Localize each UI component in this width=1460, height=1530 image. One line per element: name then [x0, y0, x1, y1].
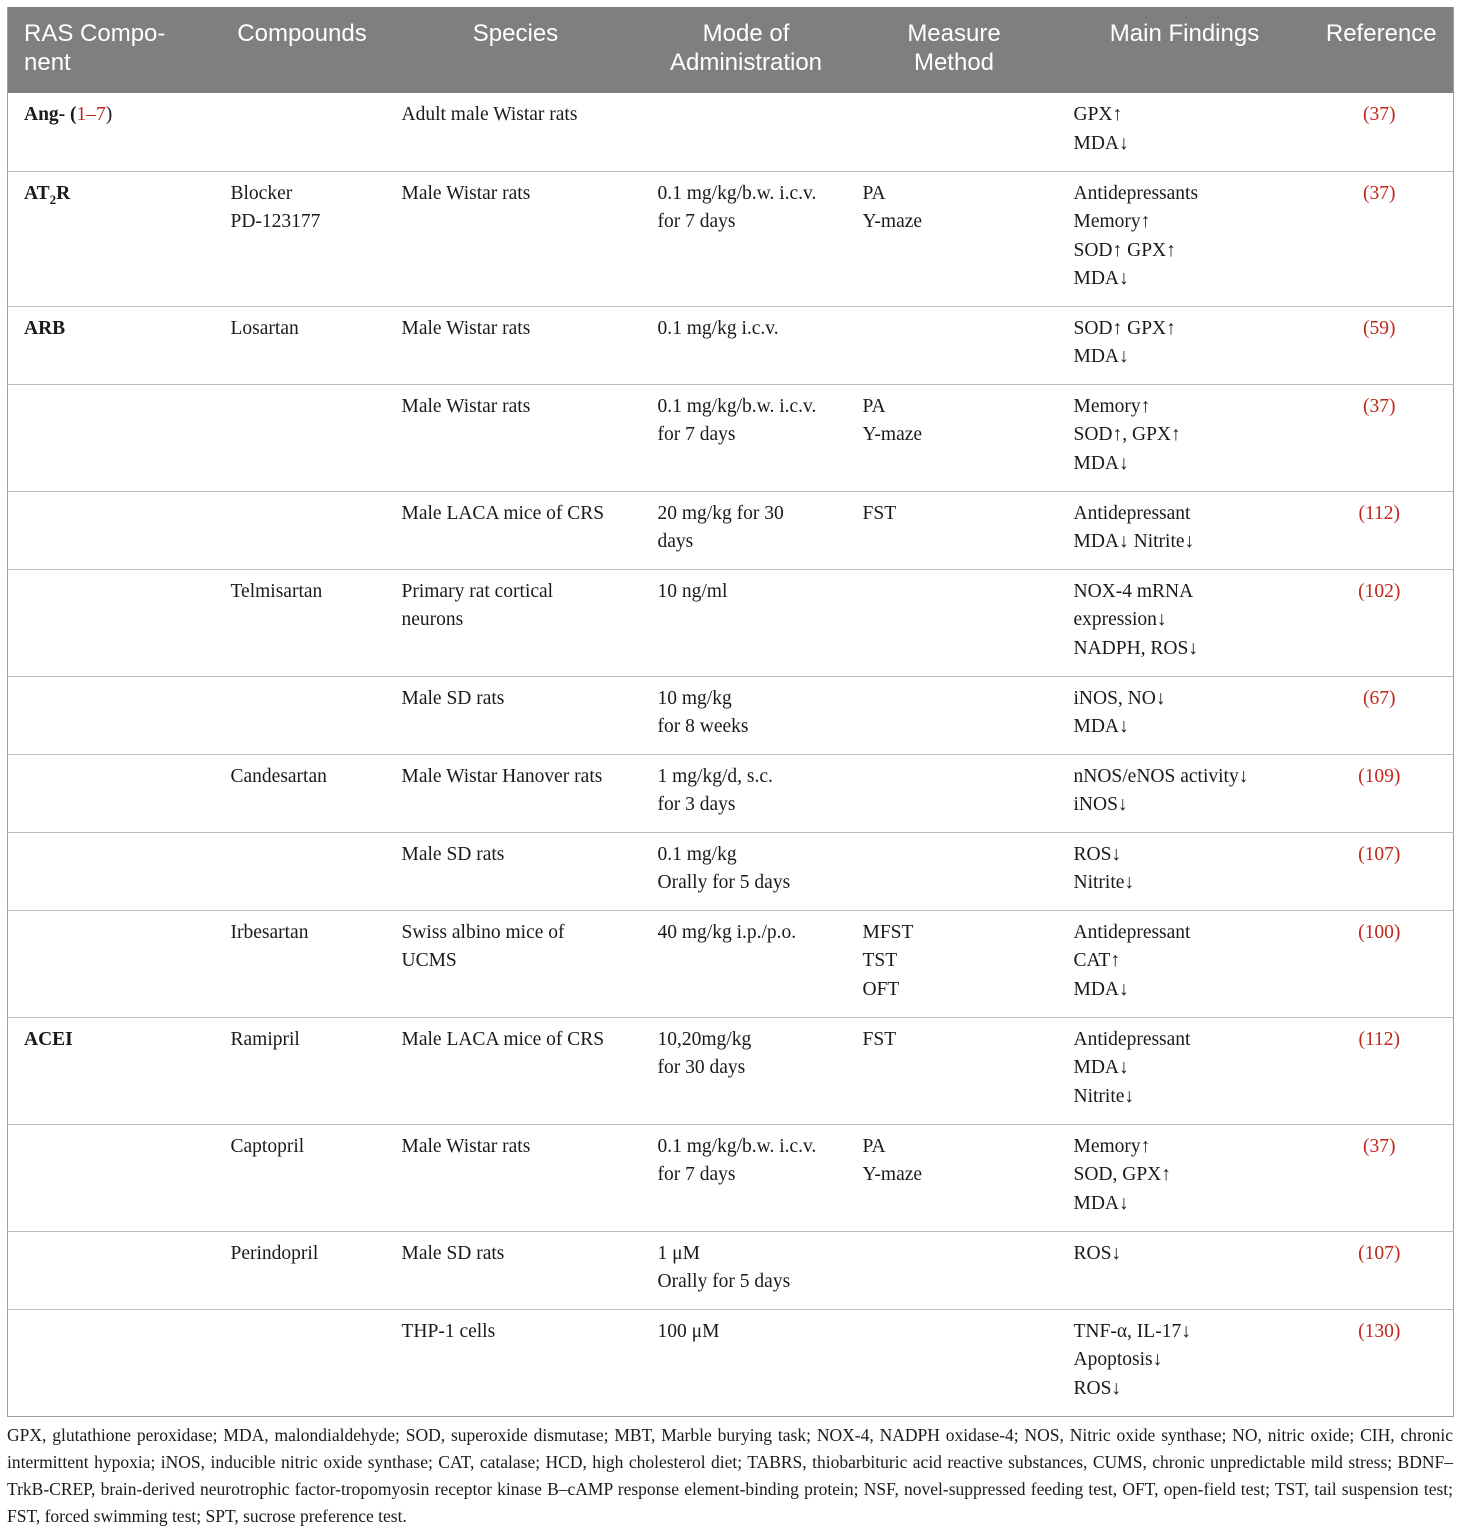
- header-ras-component-l1: RAS Compo-: [24, 20, 166, 47]
- cell-findings-line: Antidepressant: [1073, 921, 1191, 943]
- cell-ras-component: [8, 832, 217, 910]
- cell-ras-component: [8, 491, 217, 569]
- reference-link[interactable]: 67: [1369, 687, 1389, 709]
- cell-measure-line: Y-maze: [862, 1164, 923, 1185]
- cell-mode-line: days: [657, 531, 694, 552]
- cell-species: [388, 754, 644, 832]
- cell-measure: [849, 1017, 1060, 1124]
- header-ras-component-l2: nent: [24, 49, 71, 76]
- reference-link[interactable]: 59: [1369, 317, 1389, 339]
- cell-measure: [849, 384, 1060, 491]
- cell-ras-component-at2r: $AT_2R$: [8, 171, 217, 306]
- table-row: [8, 384, 1454, 491]
- cell-findings: [1060, 171, 1310, 306]
- reference-link[interactable]: 130: [1364, 1320, 1394, 1342]
- cell-mode: [644, 491, 849, 569]
- table-row: [8, 306, 1454, 384]
- cell-measure-line: PA: [862, 182, 886, 204]
- cell-findings-line: SOD↑, GPX↑: [1073, 424, 1181, 445]
- cell-species: [388, 1309, 644, 1416]
- cell-measure-line: Y-maze: [862, 424, 923, 445]
- cell-mode: [644, 832, 849, 910]
- cell-mode: [644, 1017, 849, 1124]
- cell-mode-line: for 30 days: [657, 1057, 746, 1078]
- cell-findings-line: MDA↓: [1073, 346, 1129, 367]
- cell-measure: [849, 832, 1060, 910]
- cell-findings: [1060, 1124, 1310, 1231]
- cell-compound: [217, 306, 388, 384]
- cell-findings-line: Antidepressant: [1073, 502, 1191, 524]
- cell-compound-line: Ramipril: [230, 1028, 300, 1050]
- cell-findings-line: Nitrite↓: [1073, 872, 1135, 893]
- table-row: [8, 910, 1454, 1017]
- cell-species-line: Male LACA mice of CRS: [401, 502, 605, 524]
- cell-measure-line: Y-maze: [862, 211, 923, 232]
- cell-findings-line: Nitrite↓: [1073, 1085, 1135, 1107]
- cell-measure: [849, 93, 1060, 171]
- cell-mode-line: for 7 days: [657, 1164, 736, 1185]
- component-label: ARB: [24, 317, 66, 339]
- cell-species-line: Male SD rats: [401, 687, 505, 709]
- cell-mode-line: 1 mg/kg/d, s.c.: [657, 765, 773, 787]
- cell-mode-line: 40 mg/kg i.p./p.o.: [657, 921, 797, 943]
- header-compounds: Compounds: [237, 20, 367, 47]
- header-reference: Reference: [1325, 20, 1437, 47]
- cell-findings-line: MDA↓: [1073, 1192, 1129, 1214]
- reference-link[interactable]: 37: [1369, 395, 1389, 417]
- cell-findings-line: ROS↓: [1073, 1242, 1122, 1264]
- cell-mode-line: 100 μM: [657, 1320, 720, 1342]
- table-row: [8, 676, 1454, 754]
- cell-compound: [217, 754, 388, 832]
- cell-mode-line: 0.1 mg/kg/b.w. i.c.v.: [657, 395, 817, 417]
- cell-measure-line: OFT: [862, 978, 900, 1000]
- cell-species: [388, 306, 644, 384]
- cell-compound: [217, 569, 388, 676]
- cell-reference: (130): [1358, 1320, 1401, 1342]
- cell-mode-line: Orally for 5 days: [657, 872, 791, 893]
- cell-ras-component: [8, 1124, 217, 1231]
- cell-species-line: Male SD rats: [401, 843, 505, 865]
- cell-reference: (107): [1310, 1231, 1454, 1309]
- cell-findings: [1060, 491, 1310, 569]
- cell-findings-line: NOX-4 mRNA: [1073, 580, 1194, 602]
- cell-findings-line: ROS↓: [1073, 1377, 1122, 1399]
- cell-ras-component: [8, 384, 217, 491]
- table-row: [8, 832, 1454, 910]
- cell-measure: [849, 306, 1060, 384]
- cell-findings-line: Apoptosis↓: [1073, 1349, 1163, 1370]
- cell-compound-line: Losartan: [230, 317, 299, 339]
- cell-species: [388, 569, 644, 676]
- table-row: [8, 754, 1454, 832]
- cell-mode-line: 0.1 mg/kg: [657, 843, 737, 865]
- component-citation-link[interactable]: 1–7: [76, 104, 106, 125]
- cell-findings-line: ROS↓: [1073, 843, 1122, 865]
- cell-reference: (59): [1310, 306, 1454, 384]
- cell-ras-component: [8, 754, 217, 832]
- header-measure-l1: Measure: [907, 20, 1001, 47]
- reference-link[interactable]: 112: [1364, 1028, 1394, 1050]
- cell-reference: (107): [1310, 832, 1454, 910]
- cell-findings-line: SOD, GPX↑: [1073, 1164, 1172, 1185]
- reference-link[interactable]: 109: [1364, 765, 1394, 787]
- cell-species: [388, 384, 644, 491]
- cell-species-line: THP-1 cells: [401, 1320, 496, 1342]
- header-findings: Main Findings: [1109, 20, 1260, 47]
- cell-findings: [1060, 306, 1310, 384]
- cell-ras-component: [8, 1309, 217, 1416]
- cell-species-line: neurons: [401, 609, 464, 630]
- cell-ras-component: [8, 1231, 217, 1309]
- cell-findings: [1060, 569, 1310, 676]
- cell-mode-line: 10 ng/ml: [657, 580, 728, 602]
- cell-measure: [849, 676, 1060, 754]
- cell-findings-line: NADPH, ROS↓: [1073, 637, 1199, 659]
- cell-findings: [1060, 1017, 1310, 1124]
- header-mode-l1: Mode of: [702, 20, 790, 47]
- cell-findings-line: Antidepressants: [1073, 182, 1199, 204]
- cell-findings-line: Memory↑: [1073, 395, 1151, 417]
- table-header-row: [8, 7, 1454, 93]
- cell-mode: [644, 676, 849, 754]
- reference-link[interactable]: 107: [1364, 843, 1394, 865]
- cell-mode-line: 0.1 mg/kg/b.w. i.c.v.: [657, 1135, 817, 1157]
- cell-ras-component: [8, 1017, 217, 1124]
- cell-mode: [644, 1231, 849, 1309]
- reference-link[interactable]: 37: [1369, 104, 1389, 125]
- cell-mode: [644, 306, 849, 384]
- cell-reference: (112): [1310, 1017, 1454, 1124]
- cell-findings-line: iNOS, NO↓: [1073, 687, 1166, 709]
- table-row: [8, 491, 1454, 569]
- cell-compound: [217, 1124, 388, 1231]
- cell-findings-line: MDA↓: [1073, 132, 1129, 154]
- cell-compound-line: Blocker: [230, 182, 293, 204]
- table-row: [8, 171, 1454, 306]
- cell-findings-line: Antidepressant: [1073, 1028, 1191, 1050]
- cell-findings-line: iNOS↓: [1073, 794, 1128, 815]
- cell-reference: (37): [1310, 384, 1454, 491]
- header-mode-l2: Administration: [669, 49, 823, 76]
- cell-measure-line: PA: [862, 1135, 886, 1157]
- cell-mode: [644, 910, 849, 1017]
- cell-findings: [1060, 910, 1310, 1017]
- cell-measure: [849, 754, 1060, 832]
- cell-reference: (100): [1310, 910, 1454, 1017]
- cell-findings: [1060, 754, 1310, 832]
- cell-reference: (37): [1310, 171, 1454, 306]
- cell-species-line: Male Wistar rats: [401, 395, 531, 417]
- cell-reference: (112): [1310, 491, 1454, 569]
- cell-species-line: UCMS: [401, 950, 457, 971]
- cell-measure-line: FST: [862, 1028, 897, 1050]
- cell-findings-line: CAT↑: [1073, 950, 1121, 971]
- cell-measure: [849, 569, 1060, 676]
- cell-species-line: Male Wistar rats: [401, 1135, 531, 1157]
- cell-findings-line: Memory↑: [1073, 1135, 1151, 1157]
- cell-compound: [217, 171, 388, 306]
- cell-findings-line: SOD↑ GPX↑: [1073, 239, 1176, 261]
- cell-ras-component: [8, 306, 217, 384]
- cell-measure: [849, 491, 1060, 569]
- table-footnote: GPX, glutathione peroxidase; MDA, malondialdehyde; SOD, superoxide dismutase; MBT, Marble burying task; NOX-4, NADPH oxidase-4; NOS, Nitric oxide synthase; NO, nitric oxide; CIH, chronic intermittent hypoxia; iNOS, inducible nitric oxide synthase; CAT, catalase; HCD, high cholesterol diet; TABRS, thiobarbituric acid reactive substances, CUMS, chronic unpredictable mild stress; BDNF–TrkB-CREP, brain-derived neurotrophic factor-tropomyosin receptor kinase B–cAMP response element-binding protein; NSF, novel-suppressed feeding test, OFT, open-field test; TST, tail suspension test; FST, forced swimming test; SPT, sucrose preference test.: [7, 1425, 1453, 1526]
- cell-compound: [217, 1231, 388, 1309]
- cell-species-line: Male Wistar rats: [401, 317, 531, 339]
- cell-compound: [217, 1017, 388, 1124]
- cell-measure: [849, 1124, 1060, 1231]
- cell-compound: [217, 384, 388, 491]
- cell-mode: [644, 754, 849, 832]
- cell-species: [388, 910, 644, 1017]
- cell-mode-line: 20 mg/kg for 30: [657, 502, 784, 524]
- cell-ras-component: [8, 93, 217, 171]
- cell-species: [388, 491, 644, 569]
- cell-measure-line: FST: [862, 502, 897, 524]
- cell-compound: [217, 491, 388, 569]
- cell-reference: (37): [1310, 93, 1454, 171]
- cell-compound: [217, 1309, 388, 1416]
- cell-measure-line: TST: [862, 950, 898, 971]
- cell-findings-line: expression↓: [1073, 609, 1167, 630]
- cell-findings-line: MDA↓: [1073, 268, 1129, 289]
- cell-mode-line: for 8 weeks: [657, 716, 749, 737]
- table-row: [8, 1309, 1454, 1416]
- cell-compound-line: Candesartan: [230, 765, 327, 787]
- cell-mode: [644, 1124, 849, 1231]
- cell-findings: [1060, 384, 1310, 491]
- cell-findings: [1060, 1309, 1310, 1416]
- cell-measure: [849, 1309, 1060, 1416]
- cell-mode-line: for 7 days: [657, 424, 736, 445]
- table-container: [7, 7, 1453, 1417]
- cell-compound: [217, 676, 388, 754]
- cell-findings-line: MDA↓ Nitrite↓: [1073, 531, 1195, 552]
- component-suffix: ): [105, 104, 113, 125]
- cell-mode-line: for 3 days: [657, 794, 736, 815]
- table-row: [8, 1231, 1454, 1309]
- cell-findings-line: nNOS/eNOS activity↓: [1073, 765, 1249, 787]
- cell-findings: [1060, 676, 1310, 754]
- cell-species-line: Primary rat cortical: [401, 580, 554, 602]
- cell-findings-line: GPX↑: [1073, 104, 1123, 125]
- table-row: [8, 1124, 1454, 1231]
- cell-findings: [1060, 832, 1310, 910]
- cell-compound-line: Telmisartan: [230, 580, 323, 602]
- cell-compound-line: Captopril: [230, 1135, 305, 1157]
- cell-findings: [1060, 93, 1310, 171]
- table-row: [8, 569, 1454, 676]
- reference-link[interactable]: 107: [1364, 1242, 1394, 1264]
- header-measure: [849, 7, 1060, 93]
- cell-mode-line: 10 mg/kg: [657, 687, 732, 709]
- cell-findings-line: MDA↓: [1073, 978, 1129, 1000]
- cell-mode: [644, 569, 849, 676]
- cell-species: [388, 676, 644, 754]
- cell-reference: (37): [1310, 1124, 1454, 1231]
- component-label: Ang- (: [24, 104, 77, 125]
- cell-species-line: Male Wistar rats: [401, 182, 531, 204]
- cell-compound: [217, 910, 388, 1017]
- cell-species-line: Male LACA mice of CRS: [401, 1028, 605, 1050]
- cell-species: [388, 1017, 644, 1124]
- cell-findings-line: SOD↑ GPX↑: [1073, 317, 1176, 339]
- cell-mode: [644, 1309, 849, 1416]
- cell-species: [388, 171, 644, 306]
- header-ras-component: [8, 7, 217, 93]
- cell-compound: [217, 832, 388, 910]
- ras-oxidative-stress-table: [7, 7, 1454, 1417]
- cell-findings-line: MDA↓: [1073, 716, 1129, 737]
- cell-species-line: Male Wistar Hanover rats: [401, 765, 603, 787]
- table-row: [8, 93, 1454, 171]
- cell-compound-line: PD-123177: [230, 211, 321, 232]
- cell-measure: [849, 171, 1060, 306]
- cell-mode: [644, 384, 849, 491]
- cell-findings-line: MDA↓: [1073, 452, 1129, 474]
- cell-mode-line: 0.1 mg/kg i.c.v.: [657, 317, 779, 339]
- cell-mode-line: 10,20mg/kg: [657, 1028, 752, 1050]
- cell-species: [388, 1124, 644, 1231]
- cell-measure: [849, 910, 1060, 1017]
- reference-link[interactable]: 102: [1364, 580, 1394, 602]
- cell-species-line: Adult male Wistar rats: [401, 104, 578, 125]
- cell-mode-line: for 7 days: [657, 211, 736, 232]
- cell-mode: [644, 171, 849, 306]
- cell-species-line: Male SD rats: [401, 1242, 505, 1264]
- cell-reference: (67): [1310, 676, 1454, 754]
- cell-reference: (109): [1310, 754, 1454, 832]
- cell-findings-line: TNF-α, IL-17↓: [1073, 1320, 1191, 1342]
- reference-link[interactable]: 100: [1364, 921, 1394, 943]
- cell-mode: [644, 93, 849, 171]
- table-body: [8, 93, 1454, 1416]
- cell-findings: [1060, 1231, 1310, 1309]
- header-species: Species: [472, 20, 559, 47]
- header-mode: [644, 7, 849, 93]
- cell-reference: (102): [1310, 569, 1454, 676]
- reference-link[interactable]: 112: [1364, 502, 1394, 524]
- component-label: ACEI: [24, 1028, 73, 1050]
- cell-species-line: Swiss albino mice of: [401, 921, 565, 943]
- cell-findings-line: MDA↓: [1073, 1057, 1129, 1078]
- cell-compound-line: Perindopril: [230, 1242, 319, 1264]
- reference-link[interactable]: 37: [1369, 1135, 1389, 1157]
- cell-ras-component: [8, 676, 217, 754]
- cell-species: [388, 832, 644, 910]
- cell-mode-line: Orally for 5 days: [657, 1271, 791, 1292]
- cell-ras-component: [8, 910, 217, 1017]
- cell-measure-line: PA: [862, 395, 886, 417]
- cell-compound: [217, 93, 388, 171]
- table-row: [8, 1017, 1454, 1124]
- cell-mode-line: 1 μM: [657, 1242, 700, 1264]
- cell-findings-line: Memory↑: [1073, 211, 1151, 232]
- cell-mode-line: 0.1 mg/kg/b.w. i.c.v.: [657, 182, 817, 204]
- cell-species: [388, 93, 644, 171]
- cell-compound-line: Irbesartan: [230, 921, 309, 943]
- cell-species: [388, 1231, 644, 1309]
- cell-measure-line: MFST: [862, 921, 914, 943]
- cell-ras-component: [8, 569, 217, 676]
- header-measure-l2: Method: [913, 49, 995, 76]
- reference-link[interactable]: 37: [1369, 182, 1389, 204]
- cell-measure: [849, 1231, 1060, 1309]
